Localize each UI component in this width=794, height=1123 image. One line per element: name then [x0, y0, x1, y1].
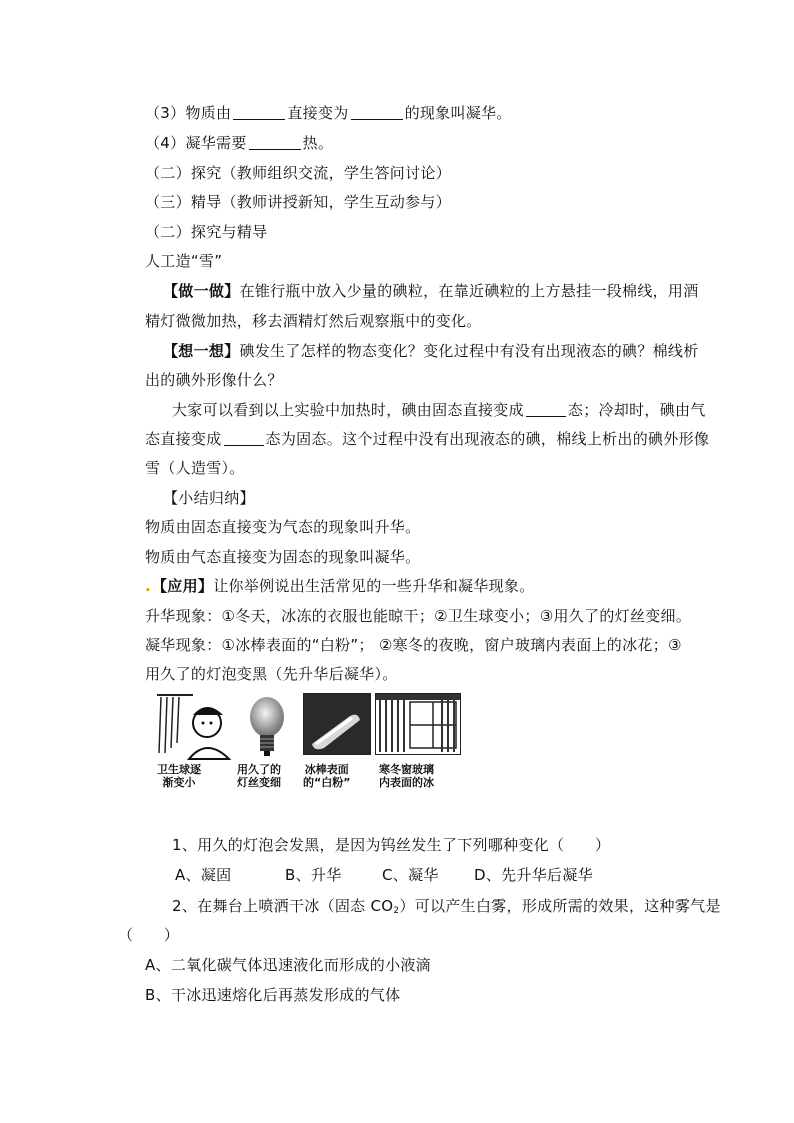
bullet-mark: . [145, 577, 151, 595]
section-explore: （二）探究（教师组织交流，学生答问讨论） [145, 164, 452, 182]
line-observe: 大家可以看到以上实验中加热时，碘由固态直接变成 态；冷却时，碘由气 [172, 401, 706, 419]
blank [224, 431, 264, 446]
window-illustration [375, 693, 461, 755]
caption-mothball: 卫生球逐 渐变小 [157, 763, 201, 789]
def-sublimation: 物质由固态直接变为气态的现象叫升华。 [145, 518, 421, 536]
section-explore-guide: （二）探究与精导 [145, 223, 268, 241]
line-observe-cont: 态直接变成 态为固态。这个过程中没有出现液态的碘，棉线上析出的碘外形像 [145, 430, 710, 448]
section-guide: （三）精导（教师讲授新知，学生互动参与） [145, 193, 452, 211]
line-think-cont: 出的碘外形像什么？ [145, 371, 283, 389]
question-1: 1、用久的灯泡会发黑，是因为钨丝发生了下列哪种变化（ ） [172, 836, 611, 854]
line-sublimation-definition: （3）物质由 直接变为 的现象叫凝华。 [145, 104, 512, 122]
mothball-illustration [153, 693, 231, 761]
blank [351, 105, 403, 120]
examples-deposition-cont: 用久了的灯泡变黑（先升华后凝华）。 [145, 665, 398, 683]
blank [233, 105, 285, 120]
bulb-illustration [237, 693, 299, 761]
option-a[interactable]: A、凝固 [175, 866, 232, 884]
popsicle-illustration [303, 693, 371, 755]
light-bulb-icon [237, 693, 299, 761]
mothball-image [153, 693, 231, 761]
question-2-option-a[interactable]: A、二氧化碳气体迅速液化而形成的小液滴 [145, 956, 431, 974]
blank [249, 135, 301, 150]
question-2-option-b[interactable]: B、干冰迅速熔化后再蒸发形成的气体 [145, 986, 401, 1004]
option-c[interactable]: C、凝华 [382, 866, 439, 884]
option-d[interactable]: D、先升华后凝华 [474, 866, 593, 884]
question-2: 2、在舞台上喷洒干冰（固态 $CO_2$）可以产生白雾，形成所需的效果，这种雾气是 [172, 897, 721, 916]
illustration-strip [153, 693, 463, 791]
question-2-bracket: （ ） [118, 926, 180, 944]
option-b[interactable]: B、升华 [285, 866, 342, 884]
line-do-it-cont: 精灯微微加热，移去酒精灯然后观察瓶中的变化。 [145, 312, 482, 330]
topic-artificial-snow: 人工造“雪” [145, 252, 223, 270]
heading-summary: 【小结归纳】 [163, 489, 255, 507]
caption-popsicle: 冰棒表面 的“白粉” [303, 763, 351, 789]
caption-window: 寒冬窗玻璃 内表面的冰 [379, 763, 434, 789]
line-do-it: 【做一做】在锥行瓶中放入少量的碘粒，在靠近碘粒的上方悬挂一段棉线，用酒 [163, 282, 699, 300]
line-deposition-heat: （4）凝华需要 热。 [145, 134, 334, 152]
blank [526, 402, 566, 417]
popsicle-image [304, 694, 370, 754]
examples-deposition: 凝华现象：①冰棒表面的“白粉”； ②寒冬的夜晚，窗户玻璃内表面上的冰花；③ [145, 636, 682, 654]
line-observe-end: 雪（人造雪）。 [145, 459, 245, 477]
examples-sublimation: 升华现象：①冬天，冰冻的衣服也能晾干；②卫生球变小；③用久了的灯丝变细。 [145, 607, 692, 625]
question-1-options [175, 865, 593, 885]
window-frost-image [376, 694, 460, 754]
line-application: .【应用】让你举例说出生活常见的一些升华和凝华现象。 [145, 577, 535, 595]
def-deposition: 物质由气态直接变为固态的现象叫凝华。 [145, 548, 421, 566]
caption-bulb: 用久了的 灯丝变细 [237, 763, 281, 789]
line-think: 【想一想】碘发生了怎样的物态变化？变化过程中有没有出现液态的碘？棉线析 [163, 342, 699, 360]
